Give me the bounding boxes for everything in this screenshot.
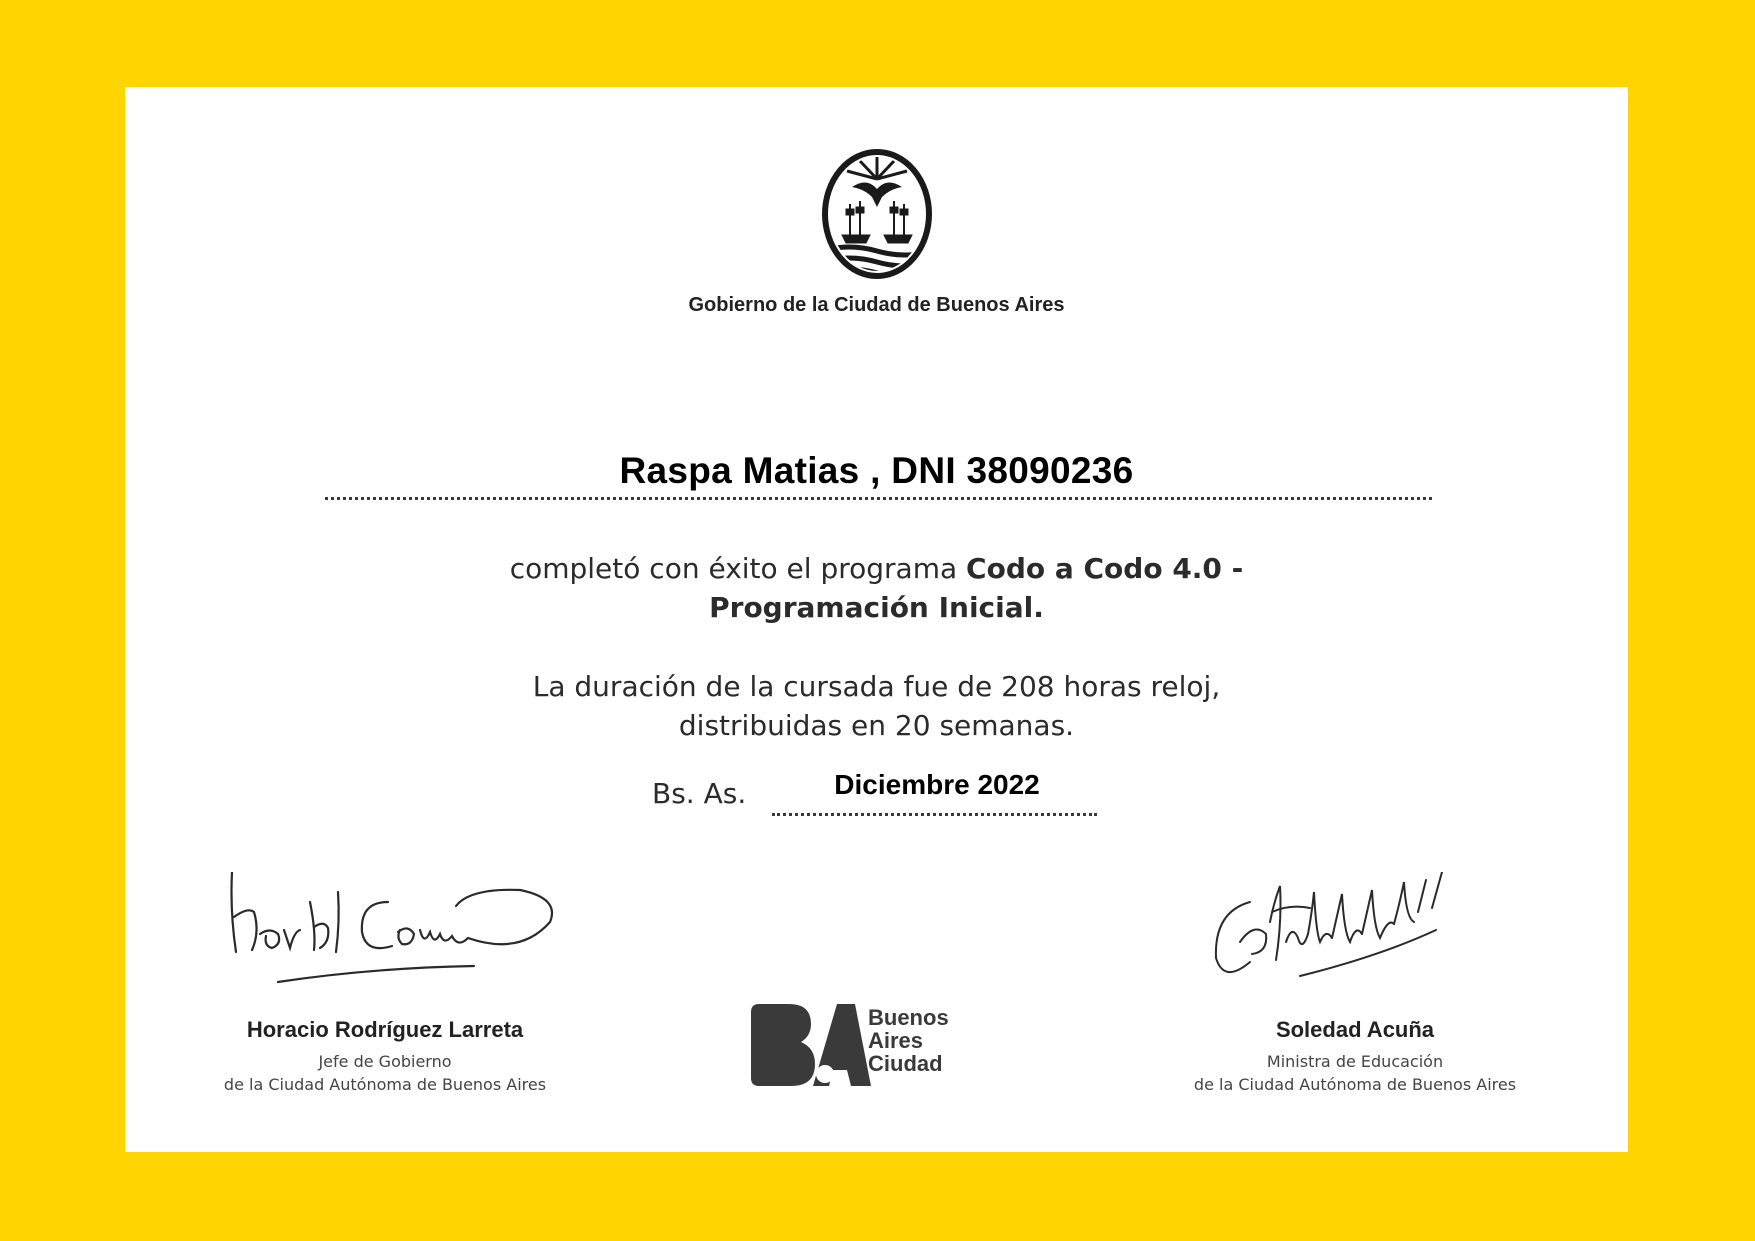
signer-left-name: Horacio Rodríguez Larreta xyxy=(246,1017,524,1042)
signer-left-role-line-1: Jefe de Gobierno xyxy=(318,1052,452,1071)
completion-prefix: completó con éxito el programa xyxy=(509,552,967,585)
duration-line-1: La duración de la cursada fue de 208 horas reloj, xyxy=(532,670,1221,703)
program-name: Codo a Codo 4.0 - xyxy=(966,552,1244,585)
date-value: Diciembre 2022 xyxy=(834,769,1040,800)
signer-right-role-line-2: de la Ciudad Autónoma de Buenos Aires xyxy=(1193,1075,1517,1094)
completion-line-1 xyxy=(125,549,1628,588)
ba-logo-text xyxy=(868,1006,998,1075)
city-coat-of-arms-icon xyxy=(822,149,932,279)
date-dotted-line xyxy=(772,813,1097,816)
signature-right-icon xyxy=(1210,872,1470,992)
government-name: Gobierno de la Ciudad de Buenos Aires xyxy=(688,294,1065,316)
signer-right-name: Soledad Acuña xyxy=(1275,1017,1435,1042)
signer-right-role xyxy=(1155,1050,1555,1096)
recipient-dotted-line xyxy=(325,497,1432,500)
ba-logo-line-3: Ciudad xyxy=(868,1051,943,1076)
certificate-paper xyxy=(125,87,1628,1152)
signer-left-role xyxy=(185,1050,585,1096)
ba-logo-mark-icon xyxy=(751,1004,871,1086)
ba-logo-line-1: Buenos xyxy=(868,1005,949,1030)
completion-paragraph xyxy=(125,549,1628,627)
ba-logo-line-2: Aires xyxy=(868,1028,924,1053)
signer-left-role-line-2: de la Ciudad Autónoma de Buenos Aires xyxy=(223,1075,547,1094)
date-line xyxy=(652,769,1112,827)
duration-line-2: distribuidas en 20 semanas. xyxy=(678,709,1075,742)
place-label: Bs. As. xyxy=(652,777,747,810)
ba-logo xyxy=(751,1004,1001,1086)
signature-left-icon xyxy=(220,872,570,992)
recipient-name: Raspa Matias , DNI 38090236 xyxy=(619,450,1134,491)
signer-right-role-line-1: Ministra de Educación xyxy=(1266,1052,1444,1071)
program-name-line-2: Programación Inicial. xyxy=(709,591,1044,624)
duration-paragraph xyxy=(125,667,1628,745)
